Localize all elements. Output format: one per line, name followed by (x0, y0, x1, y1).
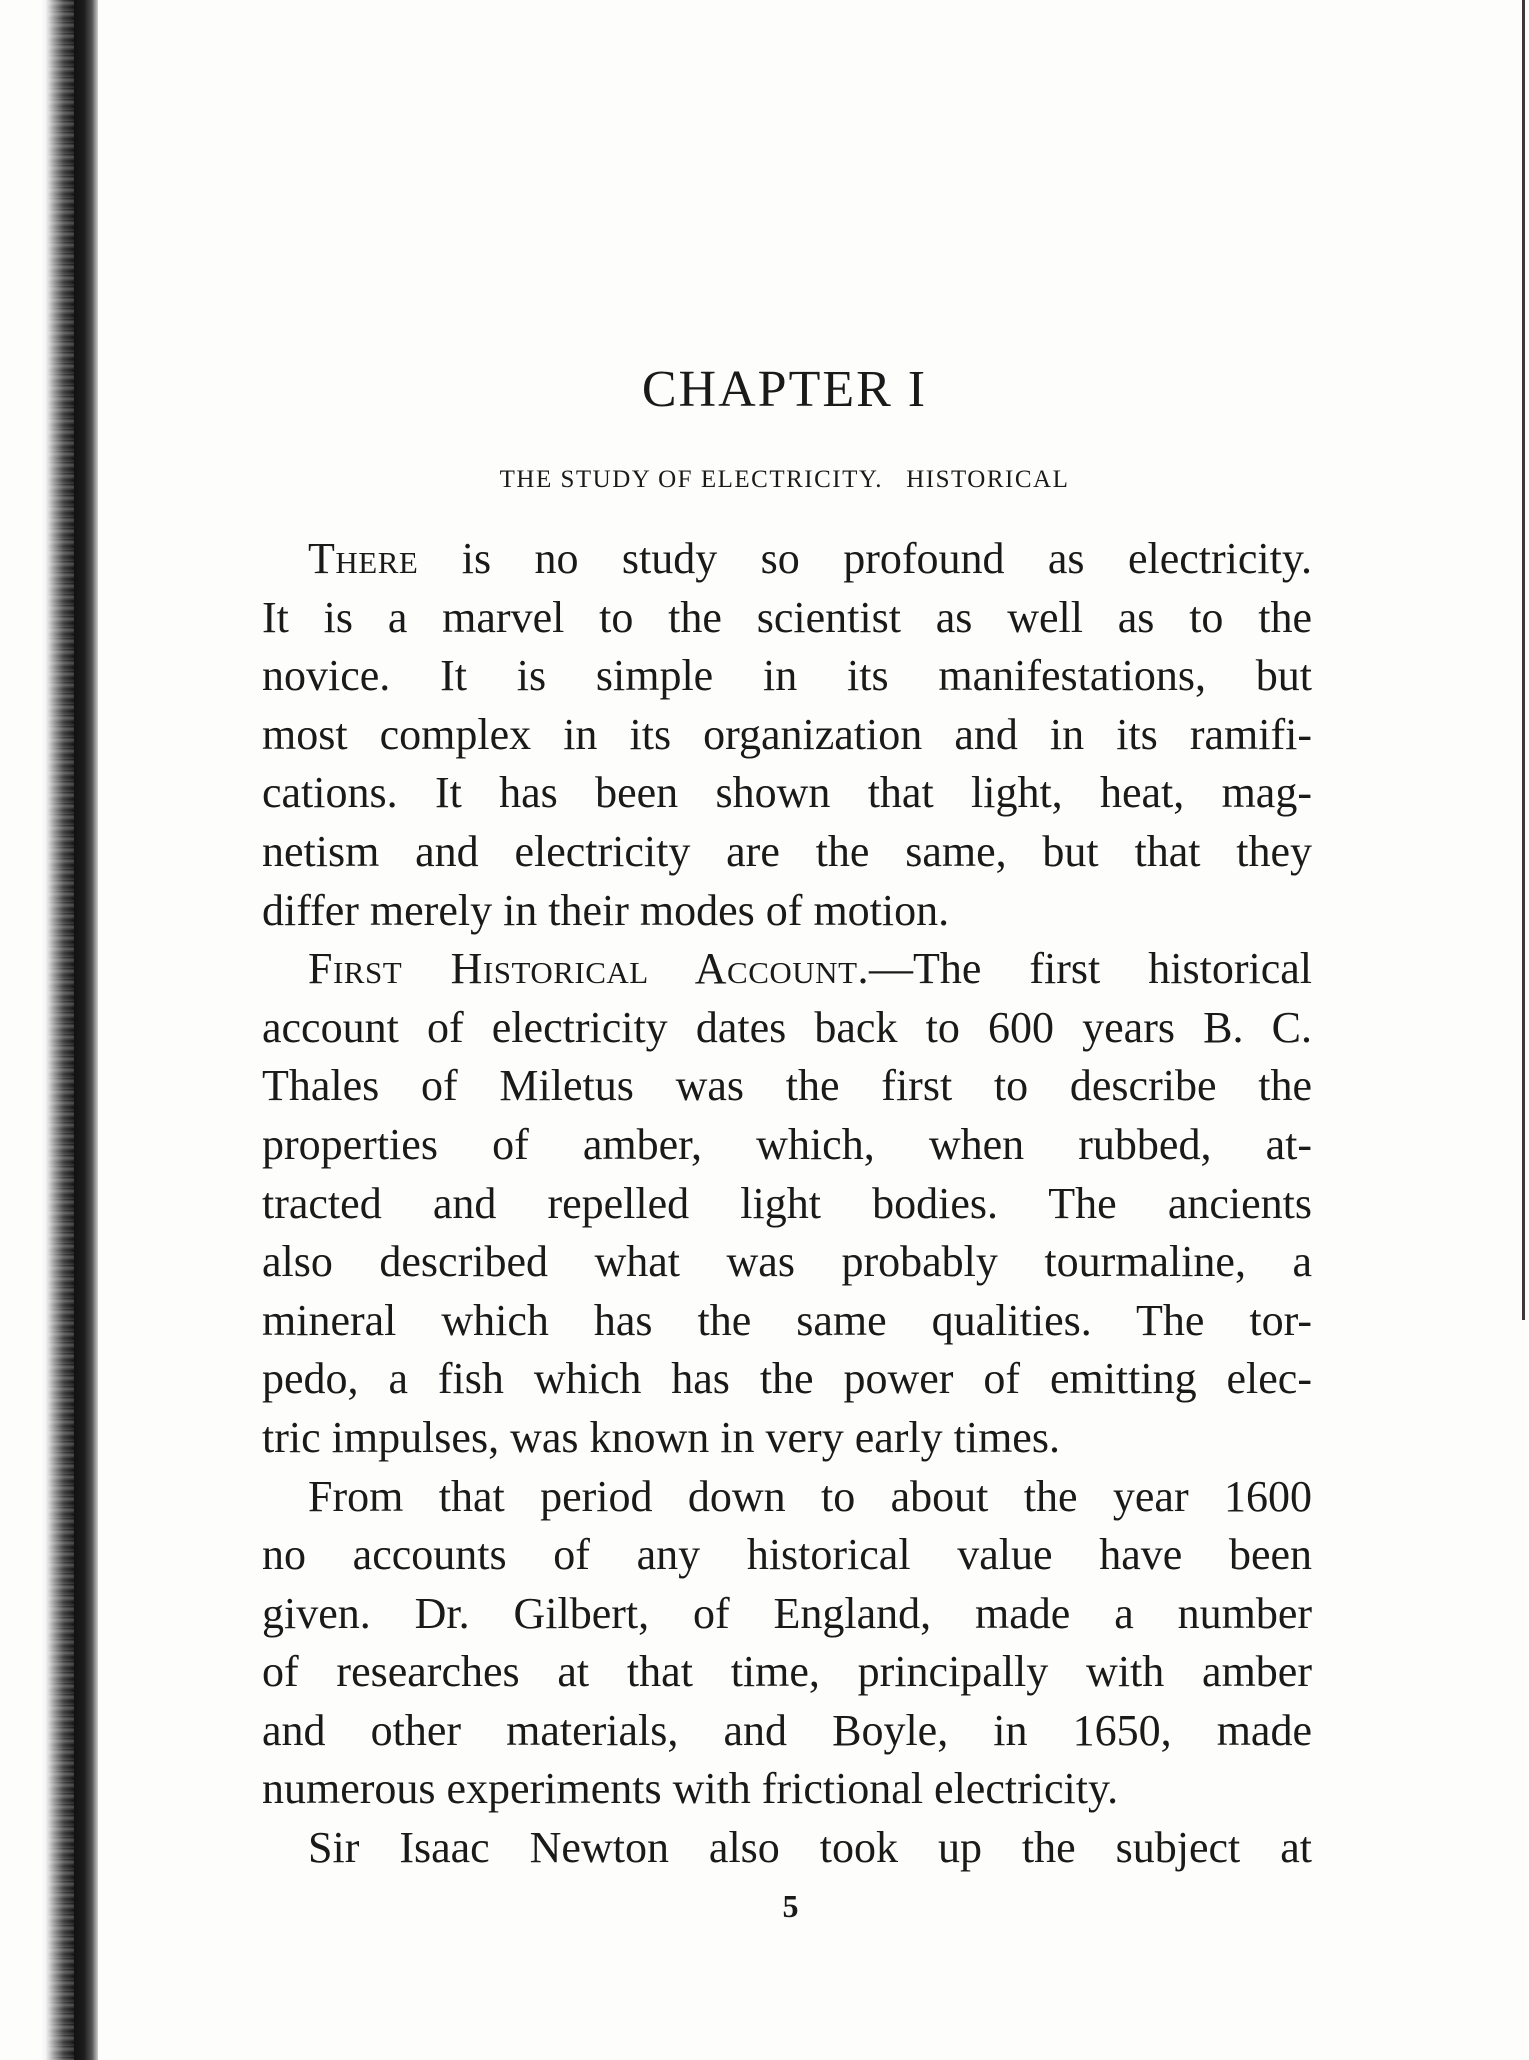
text-line: pedo, a fish which has the power of emitting elec- (262, 1354, 1312, 1404)
text-line: mineral which has the same qualities. The tor- (262, 1295, 1312, 1345)
page-number: 5 (782, 1888, 799, 1924)
text-line: also described what was probably tourmaline, a (262, 1237, 1312, 1287)
body-text (262, 530, 1312, 1878)
text-line: and other materials, and Boyle, in 1650, made (262, 1705, 1312, 1755)
text-line: given. Dr. Gilbert, of England, made a number (262, 1588, 1312, 1638)
text-line (262, 940, 1312, 999)
text-line: most complex in its organization and in its ramifi- (262, 709, 1312, 759)
text-line: differ merely in their modes of motion. (262, 885, 950, 935)
lead-word: There (308, 534, 419, 583)
text-line: numerous experiments with frictional electricity. (262, 1764, 1119, 1814)
section-heading: First Historical Account. (308, 944, 870, 994)
text-line (262, 530, 1312, 589)
chapter-subtitle: THE STUDY OF ELECTRICITY. HISTORICAL (499, 466, 1070, 493)
text-line: account of electricity dates back to 600 years B. C. (262, 1002, 1312, 1052)
text-line: tracted and repelled light bodies. The ancients (262, 1178, 1312, 1228)
binding-edge (40, 0, 98, 2060)
text-line: novice. It is simple in its manifestations, but (262, 651, 1312, 701)
line-text: —The first historical (869, 944, 1312, 994)
text-line: It is a marvel to the scientist as well as to the (262, 592, 1312, 642)
text-line: tric impulses, was known in very early times. (262, 1412, 1060, 1462)
text-line: Thales of Miletus was the first to describe the (262, 1061, 1312, 1111)
line-text: is no study so profound as electricity. (418, 534, 1312, 583)
text-line: Sir Isaac Newton also took up the subject at (308, 1823, 1312, 1873)
page-edge (1522, 0, 1525, 1320)
chapter-title: CHAPTER I (641, 361, 928, 418)
text-line: cations. It has been shown that light, heat, mag- (262, 768, 1312, 818)
text-line: no accounts of any historical value have been (262, 1530, 1312, 1580)
text-line: netism and electricity are the same, but that they (262, 826, 1312, 876)
text-line: properties of amber, which, when rubbed, at- (262, 1119, 1312, 1169)
text-line: From that period down to about the year 1600 (308, 1471, 1312, 1521)
text-line: of researches at that time, principally with amber (262, 1647, 1312, 1697)
